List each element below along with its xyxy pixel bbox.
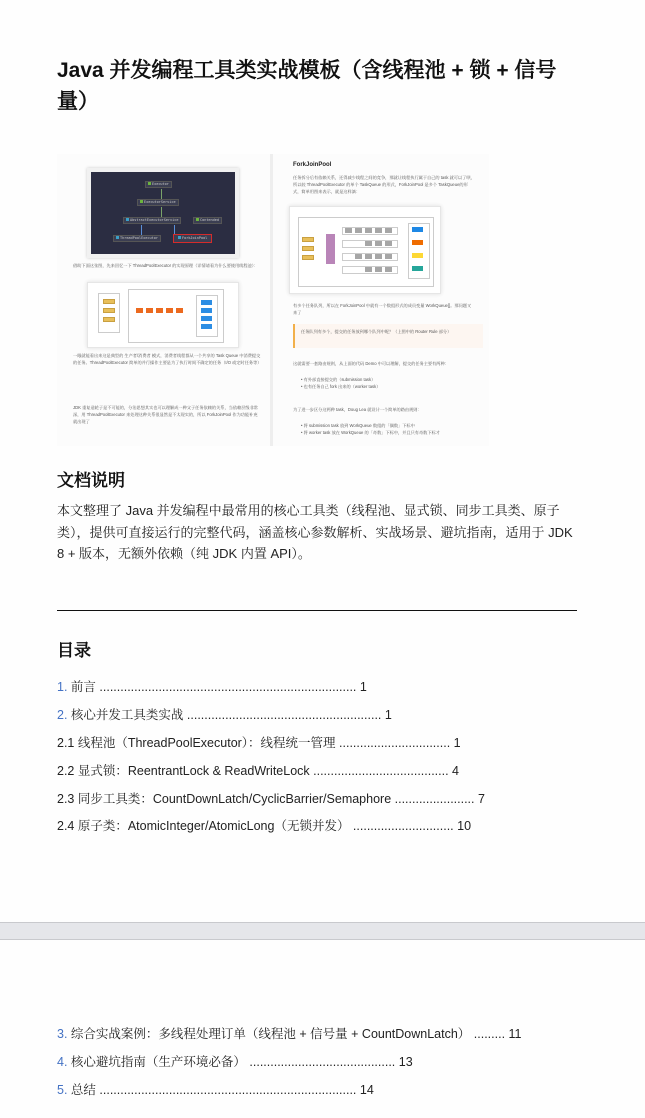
connector: [161, 207, 162, 217]
thread-item: [201, 316, 212, 321]
figure-left-column: [57, 154, 270, 446]
figure-right-column: [273, 154, 489, 446]
task-item: [355, 254, 362, 259]
submitter-item: [103, 317, 115, 322]
bullet-submission: • 有外部直接提交的（submission task）: [301, 377, 376, 382]
caption-jdk-forkjoin: JDK 重复造轮子是不可能的，分治思想其实也可以理解成一种父子任务依赖的关系，当依赖层级非常深，用 ThreadPoolExecutor 来处理这种关系很显然是不太现实的，所以 ForkJoinPool 作为功能补充就出现了: [73, 405, 258, 424]
thread-item: [412, 253, 423, 258]
forkjoinpool-heading: ForkJoinPool: [293, 162, 332, 168]
node-executor-service: ExecutorService: [137, 199, 179, 206]
caption-doug-lea: 为了进一步区分这两种 task，Doug Lea 就设计一个简单的路由规则：: [293, 407, 422, 412]
forkjoinpool-diagram: [289, 206, 441, 294]
task-item: [375, 267, 382, 272]
task-item: [136, 308, 143, 313]
submitter-item: [103, 299, 115, 304]
task-item: [385, 241, 392, 246]
bullet-worker: • 也有任务自己 fork 出来的（worker task）: [301, 384, 381, 389]
toc-item-case-study[interactable]: 3. 综合实战案例：多线程处理订单（线程池 + 信号量 + CountDownLatch） ......... 11: [57, 1027, 522, 1041]
submitter-item: [103, 308, 115, 313]
submitter-item: [302, 255, 314, 260]
task-item: [375, 228, 382, 233]
caption-workqueue: 有多个任务队列，所以在 ForkJoinPool 中就有一个数组形式的成员变量 WorkQueue[]。那问题又来了: [293, 303, 472, 315]
task-item: [345, 228, 352, 233]
document-page-2: [0, 940, 645, 1118]
toc-item-core-tools[interactable]: 2. 核心并发工具类实战 ........................................................ 1: [57, 708, 392, 722]
task-item: [156, 308, 163, 313]
toc-item-preface[interactable]: 1. 前言 .......................................................................... 1: [57, 680, 367, 694]
toc-heading: 目录: [57, 641, 91, 660]
task-item: [176, 308, 183, 313]
toc-item-summary[interactable]: 5. 总结 .......................................................................... 14: [57, 1083, 374, 1097]
toc-item-sync-tools[interactable]: 2.3 同步工具类：CountDownLatch/CyclicBarrier/Semaphore ....................... 7: [57, 792, 485, 806]
task-item: [375, 254, 382, 259]
threadpool-diagram: [87, 282, 239, 348]
task-item: [385, 267, 392, 272]
quote-text: 任务队列有多个，提交的任务放到哪个队列中呢？（上图中的 Router Rule 部分）: [301, 329, 452, 334]
caption-routing: 这就需要一套路由规则，从上面的代码 Demo 中可以理解，提交的任务主要有两种：: [293, 361, 449, 366]
thread-item: [201, 308, 212, 313]
description-body: 本文整理了 Java 并发编程中最常用的核心工具类（线程池、显式锁、同步工具类、原子类），提供可直接运行的完整代码，涵盖核心参数解析、实战场景、避坑指南，适用于 JDK 8 + 版本，无额外依赖（纯 JDK 内置 API）。: [57, 503, 573, 561]
task-item: [166, 308, 173, 313]
task-item: [385, 228, 392, 233]
thread-item: [201, 324, 212, 329]
router-rule: [326, 234, 335, 264]
caption-forkjoin-intro: 任务拆分后有依赖关系，还得减少线程之间的竞争，那就让线程执行属于自己的 task 就可以了呗，所以较 ThreadPoolExecutor 的单个 TaskQueue 的形式，ForkJoinPool 是多个 TaskQueue的形式，简单用图来表示，就是这样滴：: [293, 175, 475, 194]
thread-item: [412, 240, 423, 245]
submitter-item: [302, 246, 314, 251]
node-threadpoolexecutor: ThreadPoolExecutor: [113, 235, 161, 242]
submitter-item: [302, 237, 314, 242]
task-item: [355, 228, 362, 233]
task-item: [385, 254, 392, 259]
forkjoinpool-figure: [57, 154, 489, 446]
title-line-1: Java 并发编程工具类实战模板（含线程池 + 锁 + 信号: [57, 59, 557, 82]
class-hierarchy-diagram: [87, 168, 239, 258]
caption-producer-consumer: 一眼就能看出来这是典型的 生产者/消费者 模式，消费者线程都从一个共享的 Task Queue 中消费提交的任务。ThreadPoolExecutor 简单的并行操作主要是为了执行时间不确定的任务（I/O 或定时任务等）: [73, 353, 262, 365]
toc-item-threadpool[interactable]: 2.1 线程池（ThreadPoolExecutor）：线程统一管理 ................................ 1: [57, 736, 461, 750]
title-line-2: 量）: [57, 90, 99, 113]
thread-item: [412, 227, 423, 232]
document-title: [57, 55, 577, 117]
thread-item: [201, 300, 212, 305]
caption-threadpool-recall: 借助下面这张图，先来回忆一下 ThreadPoolExecutor 的实现原理（详情请看为什么要使用线程池）：: [73, 263, 258, 268]
node-executor: Executor: [145, 181, 172, 188]
task-item: [365, 228, 372, 233]
task-item: [375, 241, 382, 246]
node-contended: Contended: [193, 217, 222, 224]
section-divider: [57, 610, 577, 611]
bullet-even-index: • 将 submission task 放到 WorkQueue 数组的「偶数」下标中: [301, 423, 415, 428]
toc-item-explicit-lock[interactable]: 2.2 显式锁：ReentrantLock & ReadWriteLock ....................................... 4: [57, 764, 460, 778]
task-item: [365, 254, 372, 259]
connector: [141, 225, 142, 235]
router-rule-quote: [293, 324, 483, 348]
connector: [161, 189, 162, 199]
task-item: [365, 241, 372, 246]
page-break: [0, 922, 645, 940]
bullet-odd-index: • 将 worker task 放在 WorkQueue 的「奇数」下标中，并且只有奇数下标才: [301, 430, 440, 435]
toc-item-atomic[interactable]: 2.4 原子类：AtomicInteger/AtomicLong（无锁并发） ............................. 10: [57, 819, 472, 833]
node-forkjoinpool: ForkJoinPool: [173, 234, 212, 243]
thread-item: [412, 266, 423, 271]
toc-item-pitfalls[interactable]: 4. 核心避坑指南（生产环境必备） .......................................... 13: [57, 1055, 413, 1069]
node-abstract-executor-service: AbstractExecutorService: [123, 217, 181, 224]
task-item: [146, 308, 153, 313]
description-heading: 文档说明: [57, 471, 125, 490]
task-item: [365, 267, 372, 272]
